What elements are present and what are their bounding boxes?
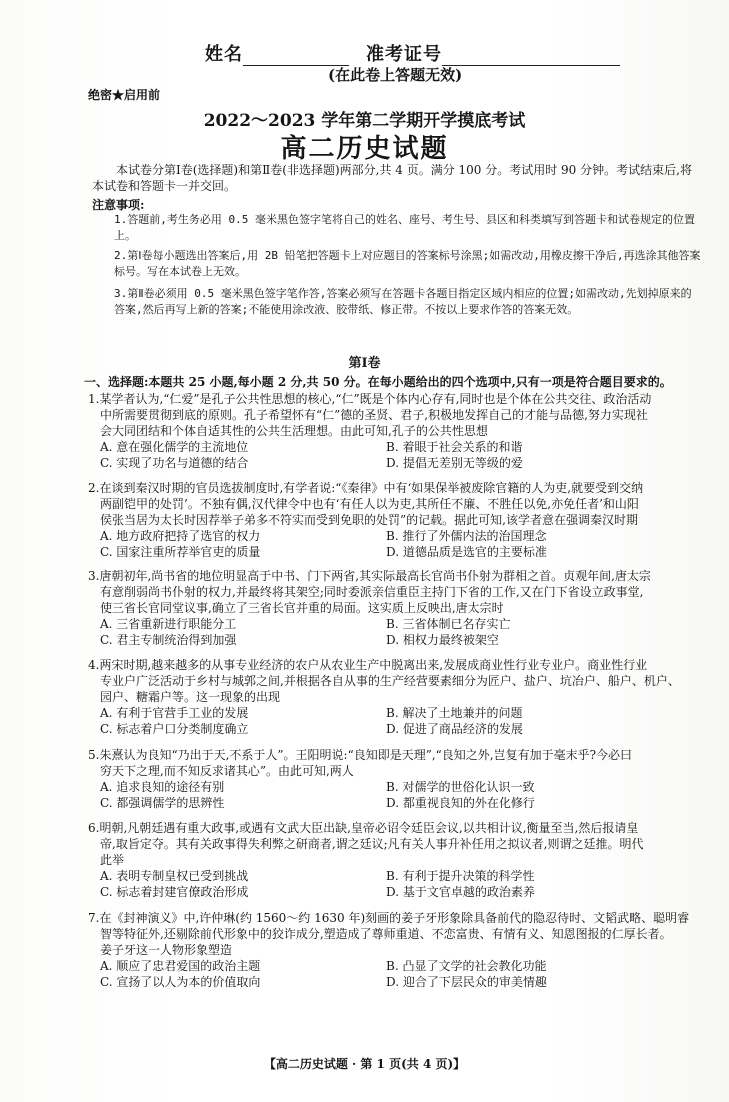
question-text-line: 使三省长官同堂议事,确立了三省长官并重的局面。这实质上反映出,唐太宗时: [100, 601, 504, 615]
question-text-line: 有意削弱尚书仆射的权力,并最终将其架空;同时委派亲信重臣主持门下省的工作,又在门下省设立政事堂,: [100, 585, 644, 599]
no-answer-note: (在此卷上答题无效): [328, 66, 463, 84]
answer-option: C. 宣扬了以人为本的价值取向: [100, 975, 261, 989]
answer-option: D. 提倡无差别无等级的爱: [386, 456, 523, 470]
section-instruction: 一、选择题:本题共 25 小题,每小题 2 分,共 50 分。在每小题给出的四个选项中,只有一项是符合题目要求的。: [84, 375, 672, 389]
question-text-line: 穷天下之理,而不知反求诸其心”。由此可知,两人: [100, 764, 354, 778]
question-text-line: 7.在《封神演义》中,许仲琳(约 1560～约 1630 年)刻画的姜子牙形象除具备前代的隐忍待时、文韬武略、聪明睿: [88, 911, 690, 925]
note-item: 1.答题前,考生务必用 0.5 毫米黑色签字笔将自己的姓名、座号、考生号、县区和科类填写到答题卡和试卷规定的位置上。: [114, 213, 695, 242]
answer-option: D. 都重视良知的外在化修行: [386, 796, 535, 810]
section-title: 第Ⅰ卷: [348, 356, 381, 371]
id-label: 准考证号: [366, 44, 442, 65]
answer-option: C. 国家注重所荐举官吏的质量: [100, 545, 261, 559]
question-text-line: 姜子牙这一人物形象塑造: [100, 943, 233, 957]
question-text-line: 2.在谈到秦汉时期的官员选拔制度时,有学者说:“《秦律》中有‘如果保举被废除官籍的人为吏,就要受到交纳: [88, 481, 644, 495]
answer-option: B. 对儒学的世俗化认识一致: [386, 780, 535, 794]
note-item: 3.第Ⅱ卷必须用 0.5 毫米黑色签字笔作答,答案必须写在答题卡各题目指定区域内相应的位置;如需改动,先划掉原来的答案,然后再写上新的答案;不能使用涂改液、胶带纸、修正带。不按以上要求作答的答案无效。: [114, 287, 692, 316]
question-text-line: 5.朱熹认为良知“乃出于天,不系于人”。王阳明说:“良知即是天理”,“良知之外,岂复有加于毫末乎?今必曰: [88, 748, 633, 762]
question-text-line: 会大同团结和个体自适其性的公共生活理想。由此可知,孔子的公共性思想: [100, 424, 488, 438]
subject-title: 高二历史试题: [280, 134, 449, 164]
question-text-line: 1.某学者认为,“仁爱”是孔子公共性思想的核心,“仁”既是个体内心存有,同时也是个体在公共交往、政治活动: [88, 392, 652, 406]
answer-option: A. 三省重新进行职能分工: [100, 617, 237, 631]
answer-option: C. 君主专制统治得到加强: [100, 633, 237, 647]
question-text-line: 侯张当居为太长时因荐举子弟多不符实而受到免职的处罚”的记载。据此可知,该学者意在强调秦汉时期: [100, 513, 638, 527]
question-text-line: 园户、糖霜户等。这一现象的出现: [100, 690, 281, 704]
answer-option: A. 追求良知的途径有别: [100, 780, 225, 794]
exam-title: 2022～2023 学年第二学期开学摸底考试: [203, 111, 526, 131]
question-text-line: 3.唐朝初年,尚书省的地位明显高于中书、门下两省,其实际最高长官尚书仆射为群相之首。贞观年间,唐太宗: [88, 569, 651, 583]
answer-option: C. 都强调儒学的思辨性: [100, 796, 225, 810]
answer-option: D. 促进了商品经济的发展: [386, 722, 523, 736]
note-item: 2.第Ⅰ卷每小题选出答案后,用 2B 铅笔把答题卡上对应题目的答案标号涂黑;如需改动,用橡皮擦干净后,再选涂其他答案标号。写在本试卷上无效。: [114, 249, 701, 278]
notes-title: 注意事项:: [92, 198, 145, 212]
answer-option: D. 道德品质是选官的主要标准: [386, 545, 547, 559]
answer-option: A. 顺应了忠君爱国的政治主题: [100, 959, 261, 973]
question-text-line: 智等特征外,还剔除前代形象中的狡诈成分,塑造成了尊师重道、不恋富贵、有情有义、知恩图报的仁厚长者。: [100, 927, 672, 941]
question-text-line: 6.明朝,凡朝廷遇有重大政事,或遇有文武大臣出缺,皇帝必诏令廷臣会议,以共相计议,衡量至当,然后报请皇: [88, 821, 639, 835]
answer-option: A. 地方政府把持了选官的权力: [100, 529, 261, 543]
name-field: [205, 40, 349, 66]
answer-option: B. 推行了外儒内法的治国理念: [386, 529, 547, 543]
question-text-line: 此举: [100, 853, 125, 867]
exam-intro: 本试卷分第Ⅰ卷(选择题)和第Ⅱ卷(非选择题)两部分,共 4 页。满分 100 分。考试用时 90 分钟。考试结束后,将本试卷和答题卡一并交回。: [92, 163, 692, 193]
answer-option: A. 意在强化儒学的主流地位: [100, 440, 249, 454]
answer-option: D. 相权力最终被架空: [386, 633, 499, 647]
id-blank: [442, 47, 620, 66]
answer-option: B. 三省体制已名存实亡: [386, 617, 511, 631]
answer-option: B. 着眼于社会关系的和谐: [386, 440, 523, 454]
id-field: [366, 40, 620, 66]
answer-option: A. 表明专制皇权已受到挑战: [100, 869, 249, 883]
question-text-line: 中所需要贯彻到底的原则。孔子希望怀有“仁”德的圣贤、君子,积极地发挥自己的才能与品德,努力实现社: [100, 408, 648, 422]
question-text-line: 4.两宋时期,越来越多的从事专业经济的农户从农业生产中脱离出来,发展成商业性行业专业户。商业性行业: [88, 658, 648, 672]
answer-option: D. 基于文官卓越的政治素养: [386, 885, 535, 899]
answer-option: B. 凸显了文学的社会教化功能: [386, 959, 547, 973]
answer-option: B. 有利于提升决策的科学性: [386, 869, 535, 883]
question-text-line: 两副铠甲的处罚’。不独有偶,汉代律令中也有‘有任人以为吏,其所任不廉、不胜任以免,亦免任者’和山阳: [100, 497, 639, 511]
answer-option: B. 解决了土地兼并的问题: [386, 706, 523, 720]
name-label: 姓名: [205, 44, 243, 65]
answer-option: C. 标志着户口分类制度确立: [100, 722, 249, 736]
answer-option: C. 实现了功名与道德的结合: [100, 456, 249, 470]
answer-option: D. 迎合了下层民众的审美情趣: [386, 975, 547, 989]
question-text-line: 帝,取旨定夺。其有关政事得失利弊之研商者,谓之廷议;凡有关人事升补任用之拟议者,则谓之廷推。明代: [100, 837, 644, 851]
secret-mark: 绝密★启用前: [88, 88, 161, 102]
question-text-line: 专业户广泛活动于乡村与城郭之间,并根据各自从事的生产经营要素细分为匠户、盐户、坑冶户、船户、机户、: [100, 674, 680, 688]
answer-option: A. 有利于官营手工业的发展: [100, 706, 249, 720]
page-footer: 【高二历史试题 · 第 1 页(共 4 页)】: [263, 1057, 466, 1071]
answer-option: C. 标志着封建官僚政治形成: [100, 885, 249, 899]
